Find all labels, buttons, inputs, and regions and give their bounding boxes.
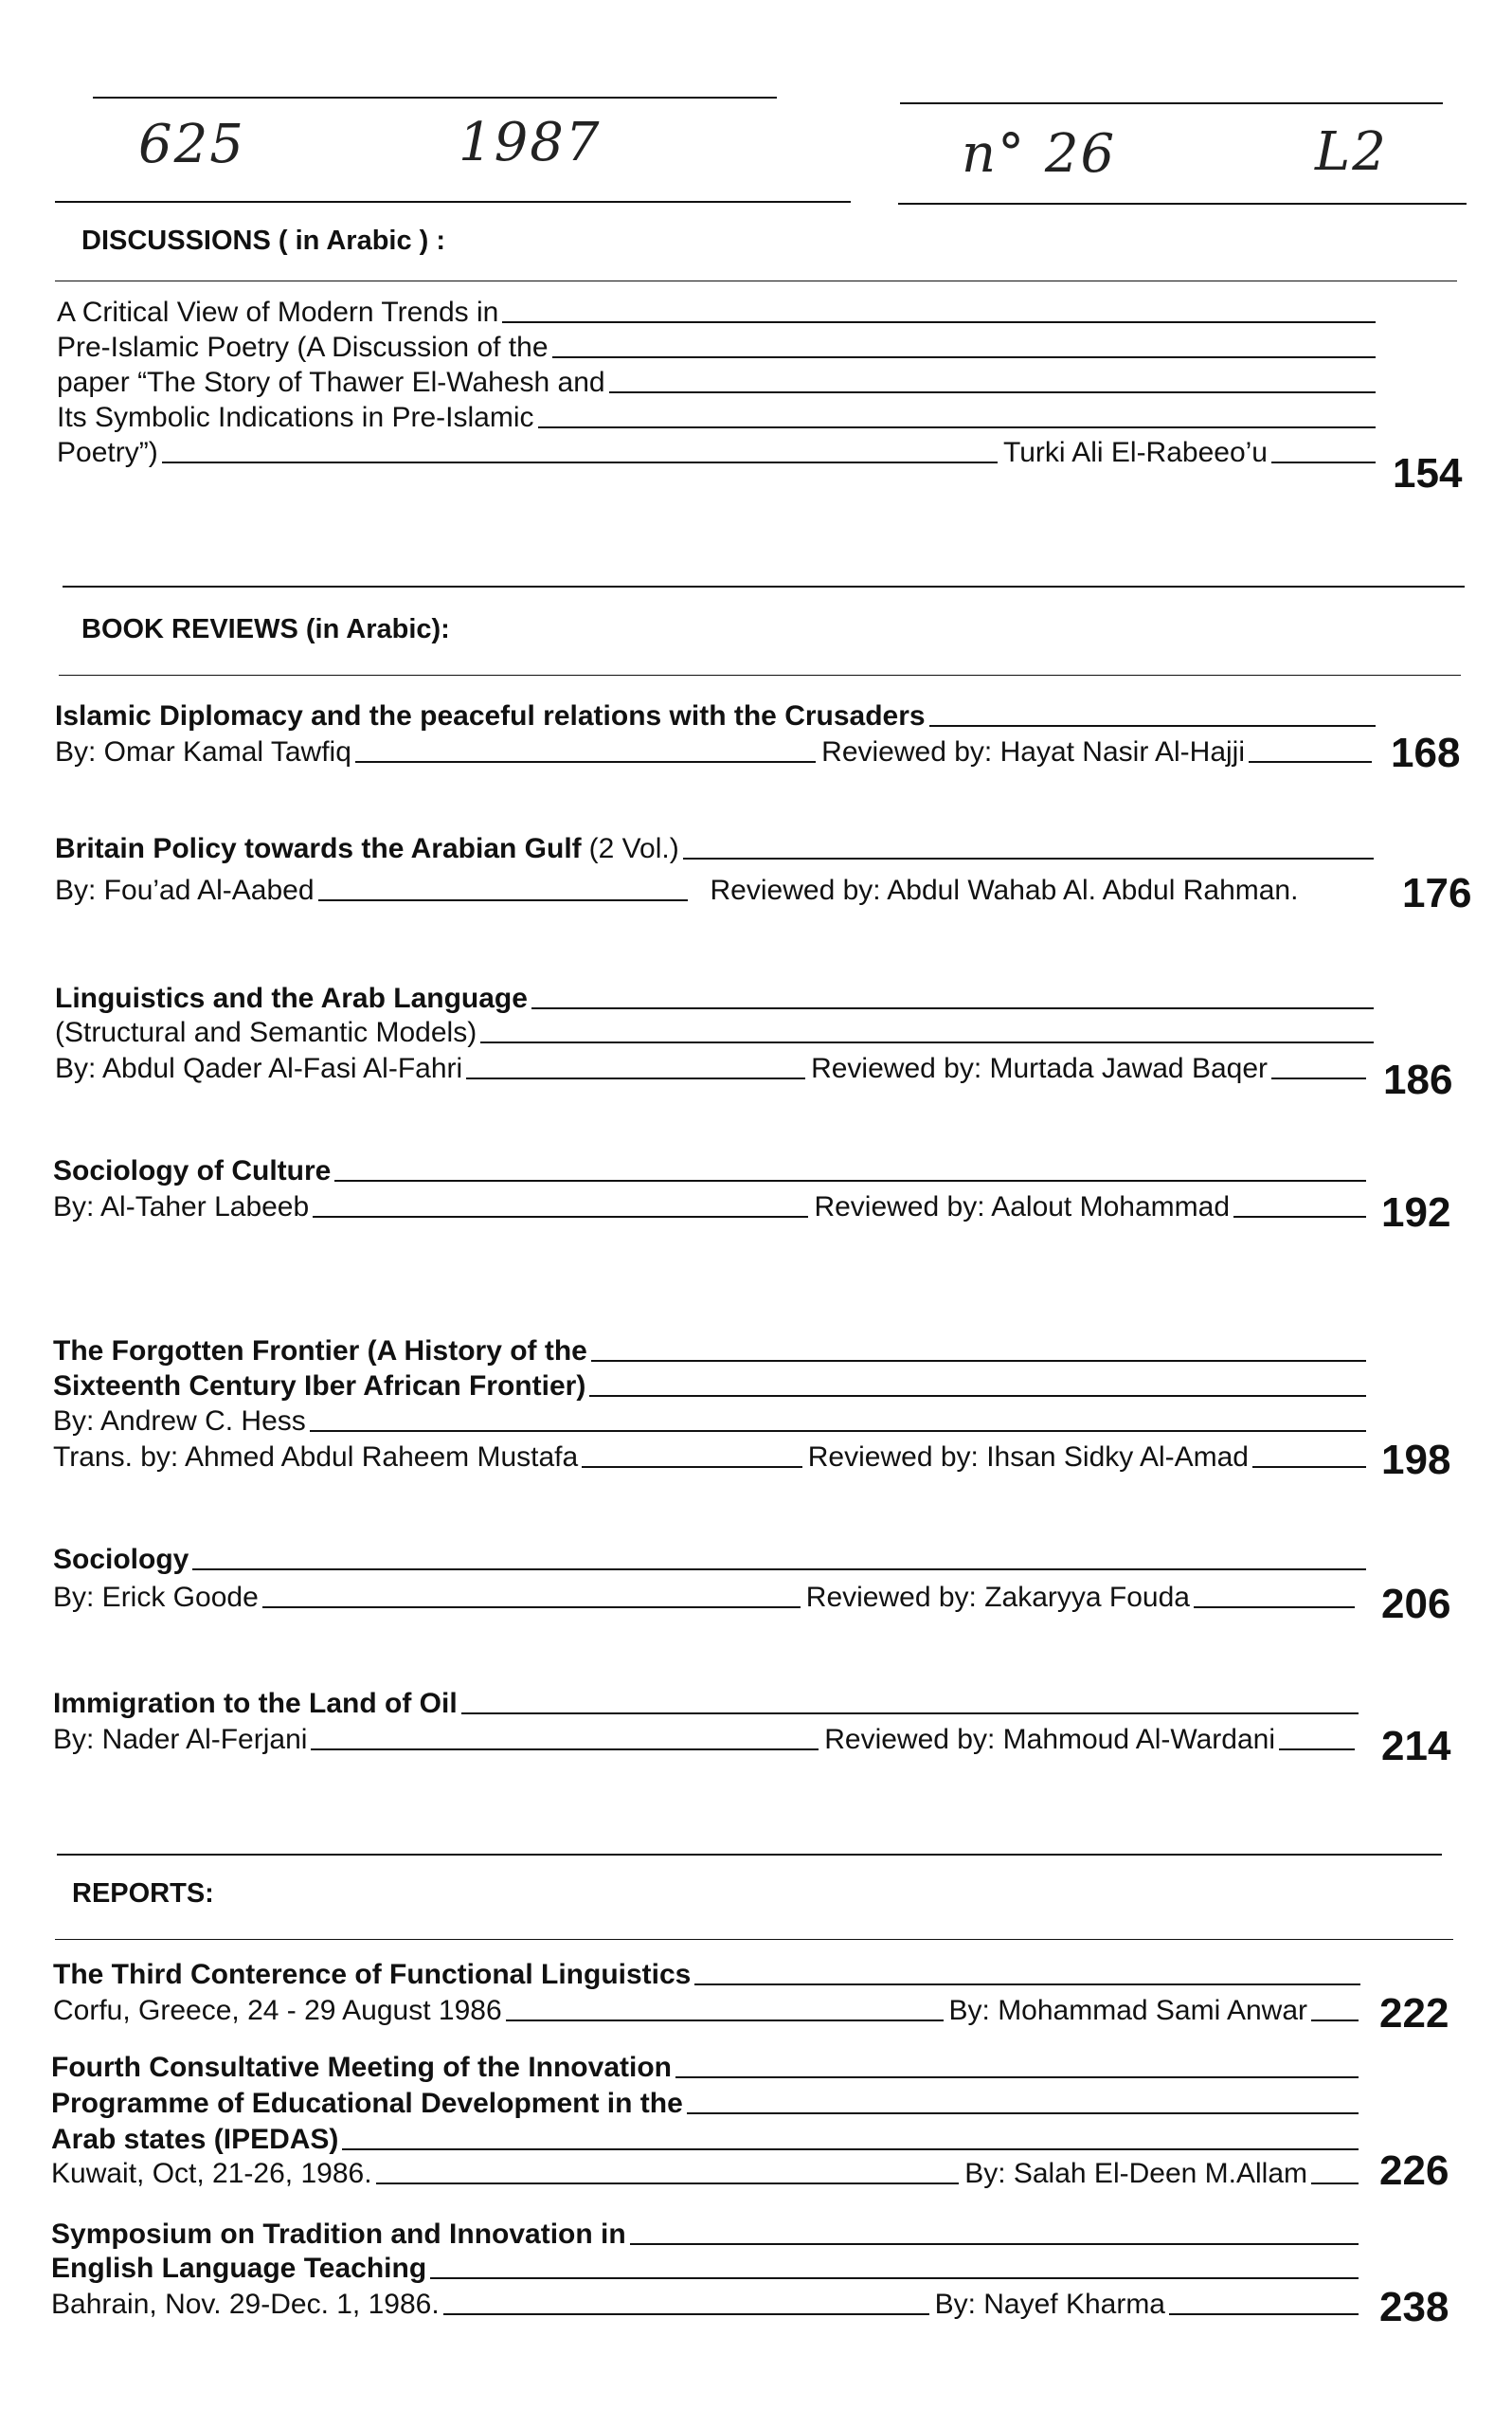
section-divider	[57, 1854, 1442, 1856]
toc-title-line: The Forgotten Frontier (A History of the	[53, 1334, 1372, 1368]
section-title-discussions: DISCUSSIONS ( in Arabic ) :	[81, 226, 446, 256]
page-number: 154	[1393, 450, 1463, 497]
toc-byline: By: Nader Al-Ferjani Reviewed by: Mahmoud Al-Wardani	[53, 1723, 1360, 1757]
toc-byline: By: Andrew C. Hess	[53, 1404, 1372, 1439]
header-rule-right	[900, 102, 1443, 104]
toc-line: Poetry”) Turki Ali El-Rabeeo’u	[57, 436, 1381, 470]
toc-byline: By: Omar Kamal Tawfiq Reviewed by: Hayat Nasir Al-Hajji	[55, 735, 1377, 770]
header-underline-left	[55, 201, 851, 203]
page-number: 238	[1379, 2284, 1449, 2330]
toc-line: paper “The Story of Thawer El-Wahesh and	[57, 366, 1381, 400]
toc-byline: Trans. by: Ahmed Abdul Raheem Mustafa Reviewed by: Ihsan Sidky Al-Amad	[53, 1440, 1372, 1475]
page-number: 186	[1383, 1057, 1453, 1103]
page-number: 176	[1402, 870, 1472, 916]
toc-title-line: Arab states (IPEDAS)	[51, 2123, 1364, 2157]
toc-subtitle-line: (Structural and Semantic Models)	[55, 1016, 1379, 1050]
toc-title-line: Sociology of Culture	[53, 1154, 1372, 1188]
page-number: 214	[1381, 1723, 1451, 1769]
toc-line: Pre-Islamic Poetry (A Discussion of the	[57, 331, 1381, 365]
toc-byline: By: Abdul Qader Al-Fasi Al-Fahri Reviewed by: Murtada Jawad Baqer	[55, 1052, 1372, 1086]
section-divider	[63, 586, 1465, 588]
toc-title-line: Sixteenth Century Iber African Frontier)	[53, 1369, 1372, 1404]
toc-title-line: Sociology	[53, 1543, 1372, 1577]
toc-title-line: Britain Policy towards the Arabian Gulf (2 Vol.)	[55, 832, 1379, 866]
page-number: 198	[1381, 1437, 1451, 1483]
toc-line: A Critical View of Modern Trends in	[57, 296, 1381, 330]
toc-line: Its Symbolic Indications in Pre-Islamic	[57, 401, 1381, 435]
toc-byline: Bahrain, Nov. 29-Dec. 1, 1986. By: Nayef Kharma	[51, 2288, 1364, 2322]
page-number: 206	[1381, 1581, 1451, 1627]
toc-byline: Corfu, Greece, 24 - 29 August 1986 By: Mohammad Sami Anwar	[53, 1994, 1364, 2028]
handwritten-year: 1987	[459, 112, 602, 173]
toc-title-line: English Language Teaching	[51, 2252, 1364, 2286]
toc-byline: By: Al-Taher Labeeb Reviewed by: Aalout Mohammad	[53, 1190, 1372, 1224]
toc-byline: By: Fou’ad Al-Aabed Reviewed by: Abdul Wahab Al. Abdul Rahman.	[55, 875, 1299, 906]
toc-title-line: The Third Conterence of Functional Linguistics	[53, 1958, 1366, 1992]
page-number: 192	[1381, 1189, 1451, 1236]
page-number: 168	[1391, 730, 1461, 776]
handwritten-issue: n° 26	[962, 123, 1117, 185]
toc-byline: By: Erick Goode Reviewed by: Zakaryya Fouda	[53, 1581, 1360, 1615]
section-title-reports: REPORTS:	[72, 1878, 214, 1909]
handwritten-code: L2	[1315, 121, 1388, 183]
toc-title-line: Islamic Diplomacy and the peaceful relations with the Crusaders	[55, 699, 1381, 734]
toc-title-line: Linguistics and the Arab Language	[55, 982, 1379, 1016]
section-divider	[55, 1939, 1453, 1940]
handwritten-number: 625	[138, 114, 245, 175]
toc-byline: Kuwait, Oct, 21-26, 1986. By: Salah El-Deen M.Allam	[51, 2157, 1364, 2191]
toc-title-line: Immigration to the Land of Oil	[53, 1687, 1364, 1721]
header-rule-left	[93, 97, 777, 99]
author: Turki Ali El-Rabeeo’u	[1002, 437, 1268, 468]
section-title-book-reviews: BOOK REVIEWS (in Arabic):	[81, 614, 450, 644]
toc-title-line: Fourth Consultative Meeting of the Innovation	[51, 2051, 1364, 2085]
header-underline-right	[898, 203, 1467, 205]
page-number: 222	[1379, 1990, 1449, 2037]
toc-title-line: Programme of Educational Development in the	[51, 2087, 1364, 2121]
section-divider	[59, 675, 1461, 676]
toc-title-line: Symposium on Tradition and Innovation in	[51, 2218, 1364, 2252]
page-number: 226	[1379, 2147, 1449, 2194]
